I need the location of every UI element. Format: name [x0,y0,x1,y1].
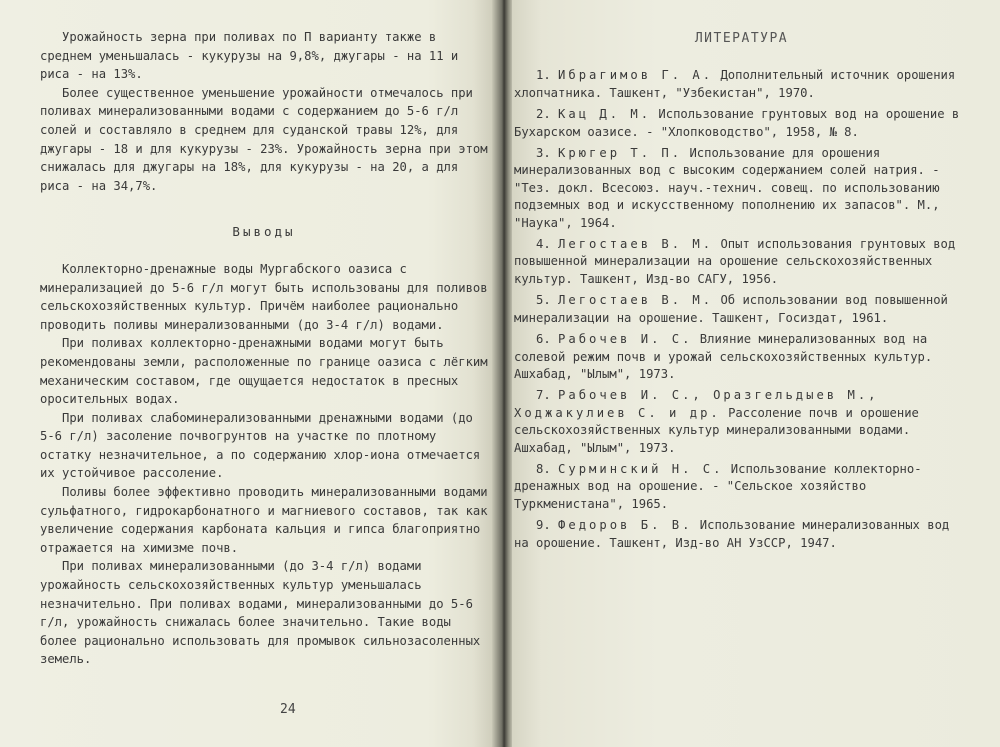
conclusion-paragraph: При поливах минерализованными (до 3-4 г/л) водами урожайность сельскохозяйственных культур уменьшалась незначительно. При поливах водами, минерализованными до 5-6 г/л, урожайность снижалась более значительно. Такие воды более рационально использовать для промывок сильнозасоленных земель. [40,559,481,667]
reference-author: Рабочев И. С., Оразгельдыев М., Ходжакулиев С. и др. [514,388,879,420]
reference-number: 8. [536,461,551,476]
yield-paragraph-2: Более существенное уменьшение урожайности отмечалось при поливах минерализованными водами с содержанием до 5-6 г/л солей и составляло в среднем для суданской травы 12%, для джугары - 18 и для кукурузы - 23%. Урожайность зерна при этом снижалась для джугары на 18%, для кукурузы - на 20, а для риса - на 34,7%. [40,85,488,193]
left-page-text [40,28,488,669]
reference-item [514,461,969,513]
reference-number: 1. [536,68,551,83]
section-title-conclusions: Выводы [232,224,296,240]
conclusion-paragraph: При поливах коллекторно-дренажными водами могут быть рекомендованы земли, расположенные по границе оазиса с лёгким механическим составом, где ощущается недостаток в пресных оросительных водах. [40,336,488,407]
reference-item [514,387,969,457]
yield-paragraph-1: Урожайность зерна при поливах по П варианту также в среднем уменьшалась - кукурузы на 9,8%, джугары - на 11 и риса - на 13%. [40,30,459,82]
references-title: ЛИТЕРАТУРА [694,31,789,46]
reference-number: 7. [536,388,551,403]
reference-text: Влияние минерализованных вод на солевой режим почв и урожай сельскохозяйственных культур. Ашхабад, "Ылым", 1973. [514,332,933,381]
reference-number: 5. [536,293,551,308]
reference-item [514,145,969,232]
page-number: 24 [280,702,296,717]
reference-author: Рабочев И. С. [558,332,693,347]
reference-text: Использование минерализованных вод на орошение. Ташкент, Изд-во АН УзССР, 1947. [514,518,950,550]
reference-author: Легостаев В. М. [558,237,714,252]
reference-item [514,292,969,327]
reference-item [514,67,969,102]
reference-number: 9. [536,518,551,533]
reference-author: Федоров Б. В. [558,518,693,533]
reference-text: Об использовании вод повышенной минерализации на орошение. Ташкент, Госиздат, 1961. [514,293,948,325]
reference-text: Опыт использования грунтовых вод повышенной минерализации на орошение сельскохозяйственных культур. Ташкент, Изд-во САГУ, 1956. [514,237,956,286]
reference-item [514,106,969,141]
conclusion-paragraph: Коллекторно-дренажные воды Мургабского оазиса с минерализацией до 5-6 г/л могут быть использованы для поливов сельскохозяйственных культур. Причём наиболее рационально проводить поливы минерализованными (до 3-4 г/л) водами. [40,261,488,332]
reference-author: Сурминский Н. С. [558,461,724,476]
reference-author: Кац Д. М. [558,107,652,122]
book-spine-gutter [492,0,514,747]
reference-number: 3. [536,146,551,161]
reference-number: 6. [536,332,551,347]
reference-text: Использование для орошения минерализованных вод с высоким содержанием солей натрия. - "Тез. докл. Всесоюз. науч.-технич. совещ. по использованию подземных вод и искусственному пополнению их запасов". М., "Наука", 1964. [514,146,940,230]
reference-item [514,331,969,383]
conclusion-paragraph: При поливах слабоминерализованными дренажными водами (до 5-6 г/л) засоление почвогрунтов на участке по плотному остатку незначительное, а по содержанию хлор-иона отмечается их устойчивое рассоление. [40,410,481,481]
reference-author: Легостаев В. М. [558,293,714,308]
reference-text: Дополнительный источник орошения хлопчатника. Ташкент, "Узбекистан", 1970. [514,68,956,100]
reference-item [514,517,969,552]
reference-number: 4. [536,237,551,252]
reference-text: Рассоление почв и орошение сельскохозяйственных культур минерализованными водами. Ашхабад, "Ылым", 1973. [514,405,919,455]
left-page [0,0,498,747]
reference-item [514,236,969,288]
reference-text: Использование коллекторно-дренажных вод на орошение. - "Сельское хозяйство Туркменистана", 1965. [514,461,922,511]
conclusion-paragraph: Поливы более эффективно проводить минерализованными водами сульфатного, гидрокарбонатного и магниевого составов, так как увеличение содержания карбоната кальция и гипса благоприятно отражается на химизме почв. [40,485,488,555]
reference-number: 2. [536,107,551,122]
reference-author: Ибрагимов Г. А. [558,68,714,83]
references-section [514,30,969,556]
reference-author: Крюгер Т. П. [558,146,683,161]
reference-text: Использование грунтовых вод на орошение в Бухарском оазисе. - "Хлопководство", 1958, № 8. [514,107,960,139]
